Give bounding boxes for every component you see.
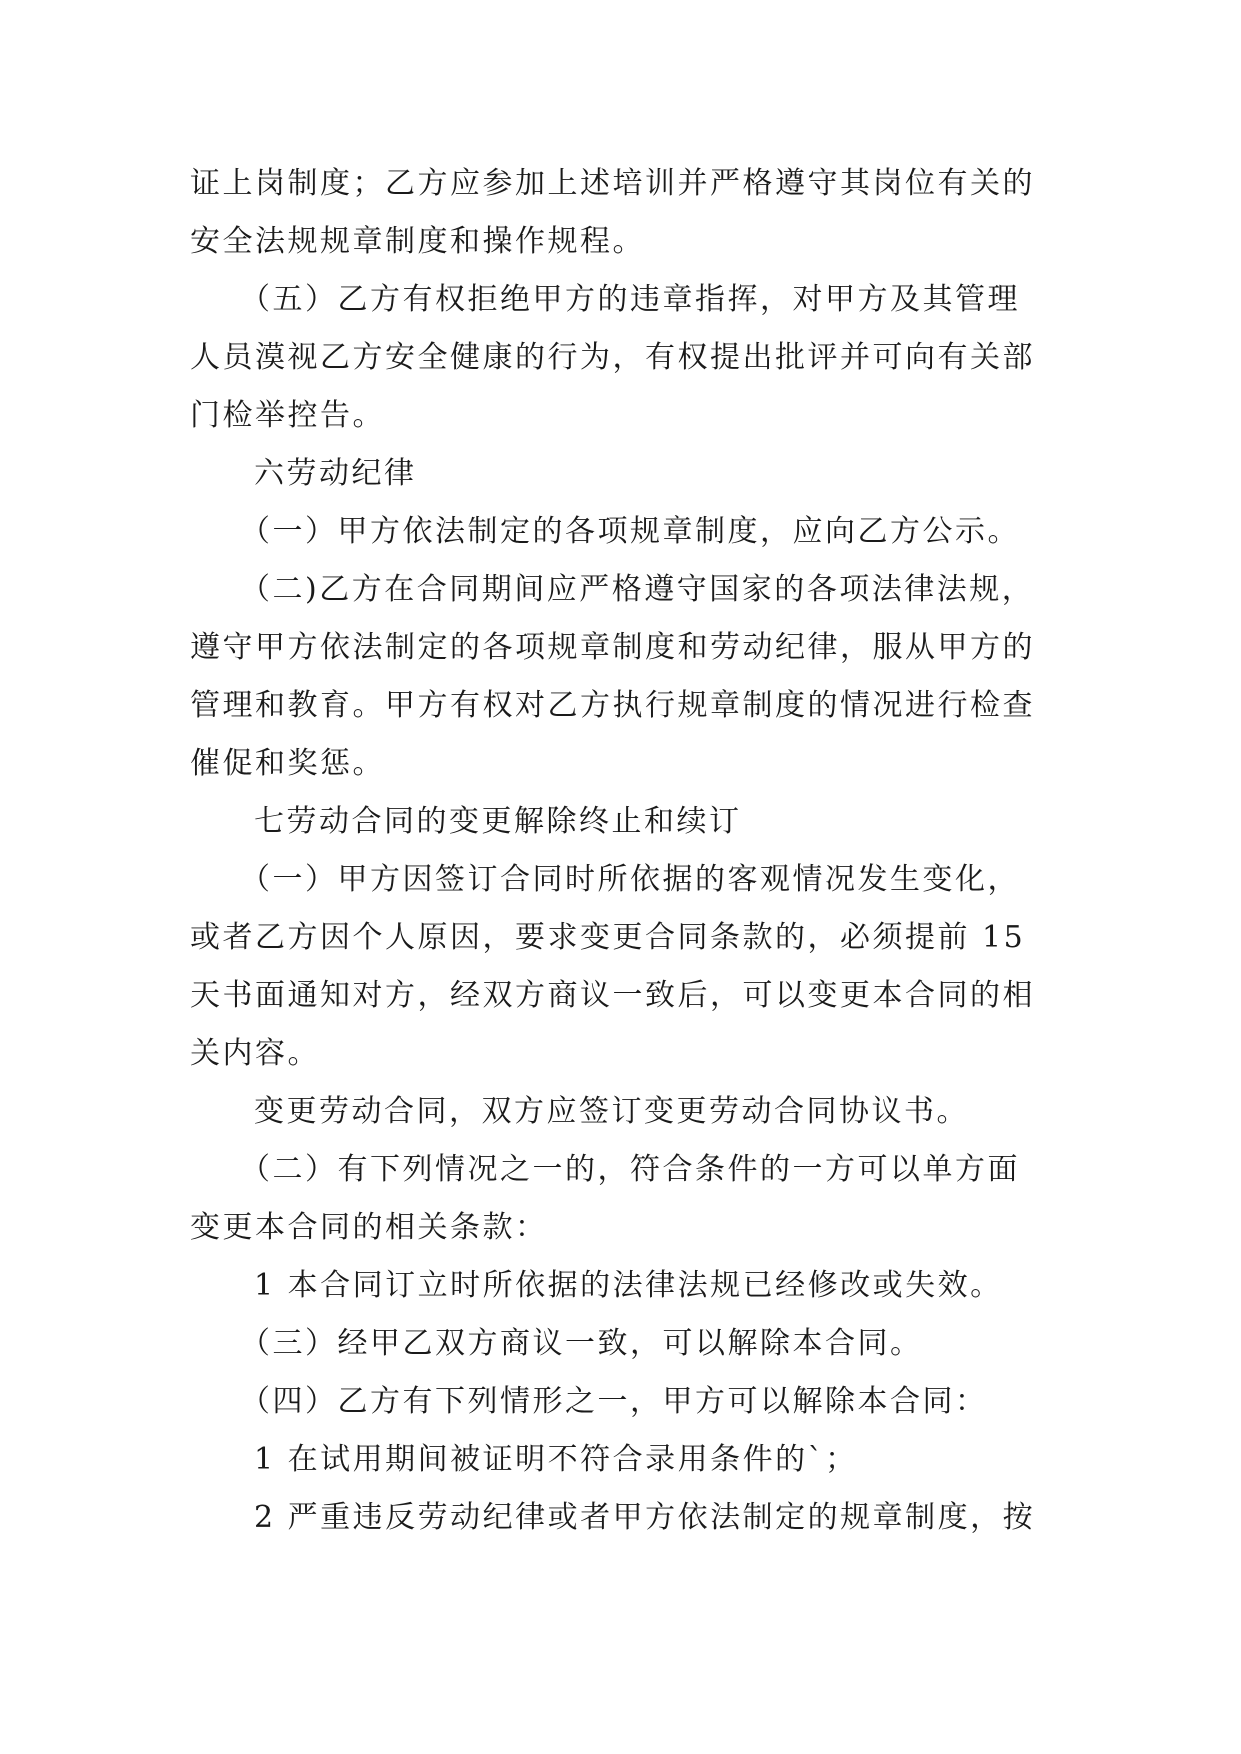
text-line: 2 严重违反劳动纪律或者甲方依法制定的规章制度，按: [254, 1500, 1036, 1535]
text-line: 门检举控告。: [190, 398, 385, 433]
text-line: （二)乙方在合同期间应严格遵守国家的各项法律法规，: [240, 572, 1035, 607]
text-line: 人员漠视乙方安全健康的行为，有权提出批评并可向有关部: [190, 340, 1035, 375]
section-heading: 六劳动纪律: [254, 456, 417, 491]
text-line: 关内容。: [190, 1036, 320, 1071]
text-line: （三）经甲乙双方商议一致，可以解除本合同。: [240, 1326, 923, 1361]
text-line: 天书面通知对方，经双方商议一致后，可以变更本合同的相: [190, 978, 1035, 1013]
text-line: 1 本合同订立时所依据的法律法规已经修改或失效。: [254, 1268, 1003, 1303]
text-line: 1 在试用期间被证明不符合录用条件的`；: [254, 1442, 858, 1477]
text-line: 或者乙方因个人原因，要求变更合同条款的，必须提前 15: [190, 920, 1026, 955]
text-line: （四）乙方有下列情形之一，甲方可以解除本合同：: [240, 1384, 988, 1419]
text-line: 管理和教育。甲方有权对乙方执行规章制度的情况进行检查: [190, 688, 1035, 723]
text-line: （一）甲方因签订合同时所依据的客观情况发生变化，: [240, 862, 1020, 897]
text-line: 遵守甲方依法制定的各项规章制度和劳动纪律，服从甲方的: [190, 630, 1035, 665]
text-line: （一）甲方依法制定的各项规章制度，应向乙方公示。: [240, 514, 1020, 549]
text-line: （二）有下列情况之一的，符合条件的一方可以单方面: [240, 1152, 1020, 1187]
text-line: 催促和奖惩。: [190, 746, 385, 781]
text-line: 变更劳动合同，双方应签订变更劳动合同协议书。: [254, 1094, 969, 1129]
text-line: （五）乙方有权拒绝甲方的违章指挥，对甲方及其管理: [240, 282, 1020, 317]
text-line: 变更本合同的相关条款：: [190, 1210, 548, 1245]
text-line: 证上岗制度；乙方应参加上述培训并严格遵守其岗位有关的: [190, 166, 1035, 201]
text-line: 安全法规规章制度和操作规程。: [190, 224, 645, 259]
document-body: [190, 155, 1050, 1547]
section-heading: 七劳动合同的变更解除终止和续订: [254, 804, 742, 839]
